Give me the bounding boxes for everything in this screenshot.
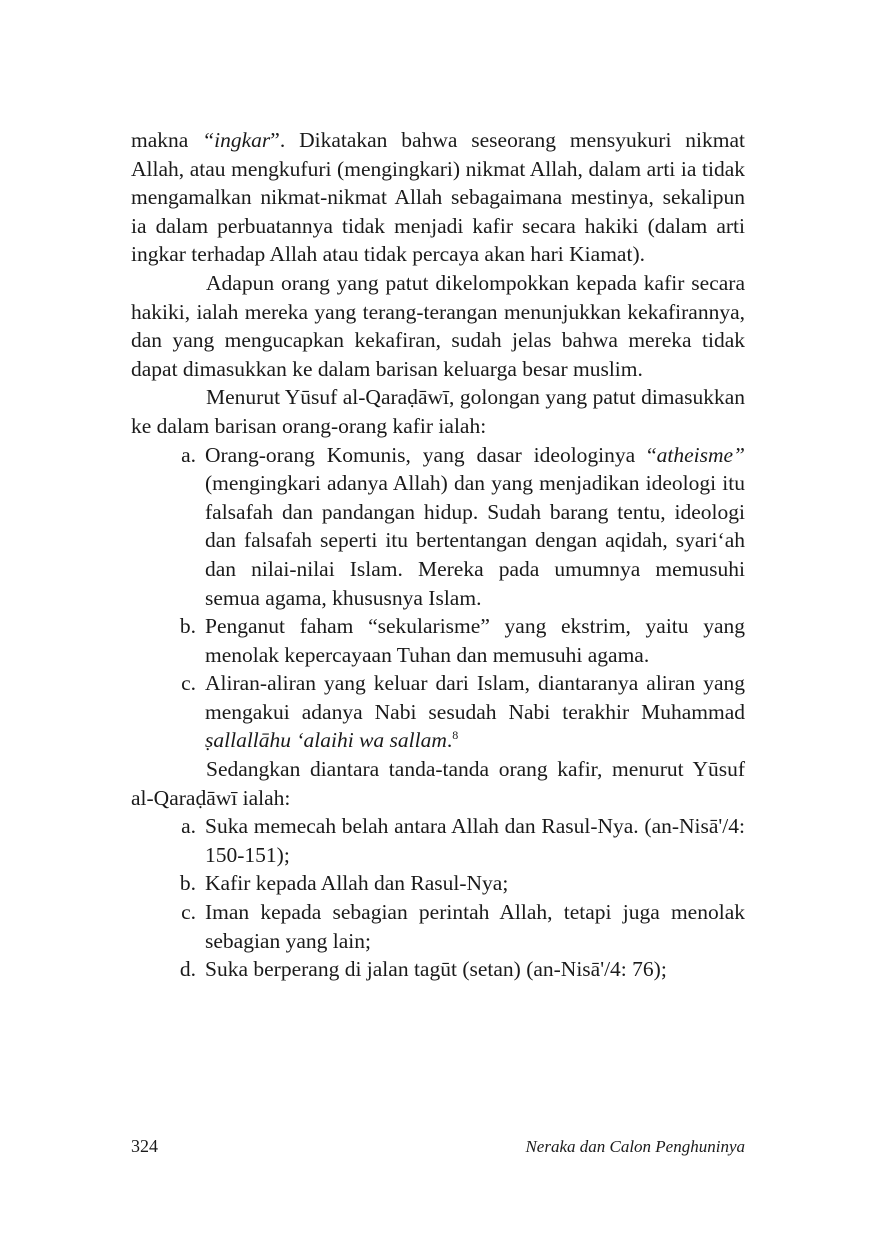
list-item-text: Suka memecah belah antara Allah dan Rasul-Nya. (an-Nisā'/4: 150-151); <box>205 814 745 867</box>
page-footer <box>131 1136 745 1157</box>
p1-after: ”. Dikatakan bahwa seseorang mensyukuri nikmat Allah, atau mengkufuri (mengingkari) nikmat Allah, dalam arti ia tidak mengamalkan nikmat-nikmat Allah sebagaimana mestinya, sekalipun ia dalam perbuatannya tidak menjadi kafir secara hakiki (dalam arti ingkar terhadap Allah atau tidak percaya akan hari Kiamat). <box>131 128 745 267</box>
list-item <box>131 669 745 755</box>
body-text <box>131 126 745 984</box>
kafir-groups-list <box>131 441 745 756</box>
list-marker: a. <box>181 442 196 467</box>
paragraph-4: Sedangkan diantara tanda-tanda orang kafir, menurut Yūsuf al-Qaraḍāwī ialah: <box>131 757 745 810</box>
list-item <box>131 869 745 898</box>
list-item <box>131 612 745 669</box>
list-item <box>131 955 745 984</box>
list-marker: c. <box>181 671 196 696</box>
paragraph-2: Adapun orang yang patut dikelompokkan kepada kafir secara hakiki, ialah mereka yang terang-terangan menunjukkan kekafirannya, dan yang mengucapkan kekafiran, sudah jelas bahwa mereka tidak dapat dimasukkan ke dalam barisan keluarga besar muslim. <box>131 270 745 381</box>
list-marker: b. <box>179 871 196 896</box>
p1-before: makna <box>131 128 203 152</box>
list-marker: c. <box>181 900 196 925</box>
p1-quote-italic: “ingkar <box>202 128 271 152</box>
list-marker: b. <box>179 614 196 639</box>
paragraph-3: Menurut Yūsuf al-Qaraḍāwī, golongan yang patut dimasukkan ke dalam barisan orang-orang kafir ialah: <box>131 385 745 438</box>
list-item-text: Kafir kepada Allah dan Rasul-Nya; <box>205 871 509 896</box>
list-item-text: Penganut faham “sekularisme” yang ekstrim, yaitu yang menolak kepercayaan Tuhan dan memusuhi agama. <box>205 614 745 667</box>
running-title: Neraka dan Calon Penghuninya <box>525 1137 745 1156</box>
list-item <box>131 812 745 869</box>
kafir-signs-list <box>131 812 745 984</box>
list-marker: d. <box>179 957 196 982</box>
paragraph-1 <box>131 126 745 269</box>
list-item-text: Iman kepada sebagian perintah Allah, tetapi juga menolak sebagian yang lain; <box>205 900 745 953</box>
page-number: 324 <box>131 1136 158 1156</box>
footnote-marker: 8 <box>452 728 459 743</box>
list-marker: a. <box>181 814 196 839</box>
list-item-text: Orang-orang Komunis, yang dasar ideologinya “atheisme” (mengingkari adanya Allah) dan yang menjadikan ideologi itu falsafah dan pandangan hidup. Sudah barang tentu, ideologi dan falsafah seperti itu bertentangan dengan aqidah, syari‘ah dan nilai-nilai Islam. Mereka pada umumnya memusuhi semua agama, khususnya Islam. <box>205 442 745 610</box>
list-item <box>131 441 745 613</box>
list-item-text: Aliran-aliran yang keluar dari Islam, diantaranya aliran yang mengakui adanya Nabi sesudah Nabi terakhir Muhammad ṣallallāhu ‘alaihi wa sallam.$^8$ <box>205 671 745 753</box>
list-item-text: Suka berperang di jalan tagūt (setan) (an-Nisā'/4: 76); <box>205 957 667 982</box>
list-item <box>131 898 745 955</box>
